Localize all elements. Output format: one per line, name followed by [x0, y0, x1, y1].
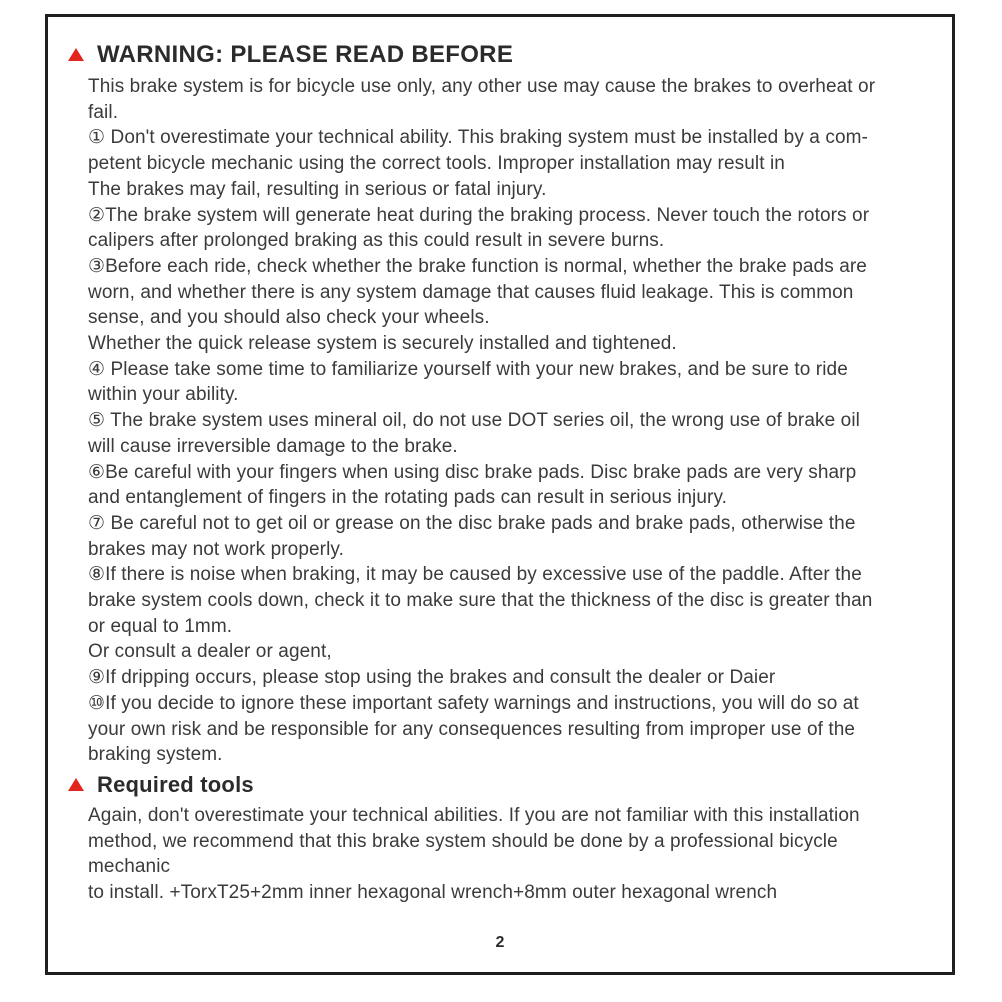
warning-section — [88, 41, 936, 768]
text-line: ⑤ The brake system uses mineral oil, do not use DOT series oil, the wrong use of brake oil — [88, 410, 860, 432]
text-line: mechanic — [88, 856, 171, 878]
required-tools-triangle-icon — [68, 778, 84, 791]
text-line: or equal to 1mm. — [88, 615, 233, 637]
text-line: ⑩If you decide to ignore these important safety warnings and instructions, you will do so at — [88, 692, 859, 714]
warning-section-header — [88, 41, 936, 69]
text-line: Or consult a dealer or agent, — [88, 641, 332, 663]
required-tools-section-header — [88, 771, 936, 798]
text-line: within your ability. — [88, 384, 239, 406]
text-line: sense, and you should also check your wheels. — [88, 307, 490, 329]
text-line: petent bicycle mechanic using the correct tools. Improper installation may result in — [88, 153, 785, 175]
text-line: ⑨If dripping occurs, please stop using the brakes and consult the dealer or Daier — [88, 667, 776, 689]
text-line: ① Don't overestimate your technical ability. This braking system must be installed by a com- — [88, 127, 868, 149]
text-line: calipers after prolonged braking as this could result in severe burns. — [88, 230, 665, 252]
required-tools-section — [88, 771, 936, 906]
text-line: ③Before each ride, check whether the brake function is normal, whether the brake pads are — [88, 255, 867, 277]
text-line: worn, and whether there is any system damage that causes fluid leakage. This is common — [88, 281, 854, 303]
warning-title: WARNING: PLEASE READ BEFORE — [97, 41, 514, 68]
text-line: ⑦ Be careful not to get oil or grease on the disc brake pads and brake pads, otherwise the — [88, 512, 856, 534]
text-line: to install. +TorxT25+2mm inner hexagonal wrench+8mm outer hexagonal wrench — [88, 882, 778, 904]
text-line: Whether the quick release system is securely installed and tightened. — [88, 333, 677, 355]
page-number: 2 — [495, 934, 505, 951]
text-line: This brake system is for bicycle use only, any other use may cause the brakes to overheat or — [88, 76, 876, 97]
text-line: ④ Please take some time to familiarize yourself with your new brakes, and be sure to ride — [88, 358, 848, 380]
required-tools-title: Required tools — [97, 771, 254, 797]
text-line: The brakes may fail, resulting in serious or fatal injury. — [88, 178, 547, 200]
text-line: ⑥Be careful with your fingers when using disc brake pads. Disc brake pads are very sharp — [88, 461, 857, 483]
text-line: and entanglement of fingers in the rotating pads can result in serious injury. — [88, 487, 728, 509]
text-line: brake system cools down, check it to make sure that the thickness of the disc is greater than — [88, 590, 873, 612]
text-line: method, we recommend that this brake system should be done by a professional bicycle — [88, 830, 838, 852]
page-border — [45, 14, 955, 975]
warning-triangle-icon — [68, 48, 84, 61]
text-line: ⑧If there is noise when braking, it may be caused by excessive use of the paddle. After the — [88, 564, 862, 586]
text-line: will cause irreversible damage to the brake. — [88, 435, 458, 457]
text-line: ②The brake system will generate heat during the braking process. Never touch the rotors or — [88, 204, 870, 226]
text-line: Again, don't overestimate your technical abilities. If you are not familiar with this installation — [88, 804, 860, 826]
text-line: fail. — [88, 101, 119, 123]
text-line: your own risk and be responsible for any consequences resulting from improper use of the — [88, 718, 856, 740]
text-line: braking system. — [88, 744, 223, 766]
warning-body — [88, 74, 936, 768]
text-line: brakes may not work properly. — [88, 538, 344, 560]
required-tools-body — [88, 803, 936, 906]
